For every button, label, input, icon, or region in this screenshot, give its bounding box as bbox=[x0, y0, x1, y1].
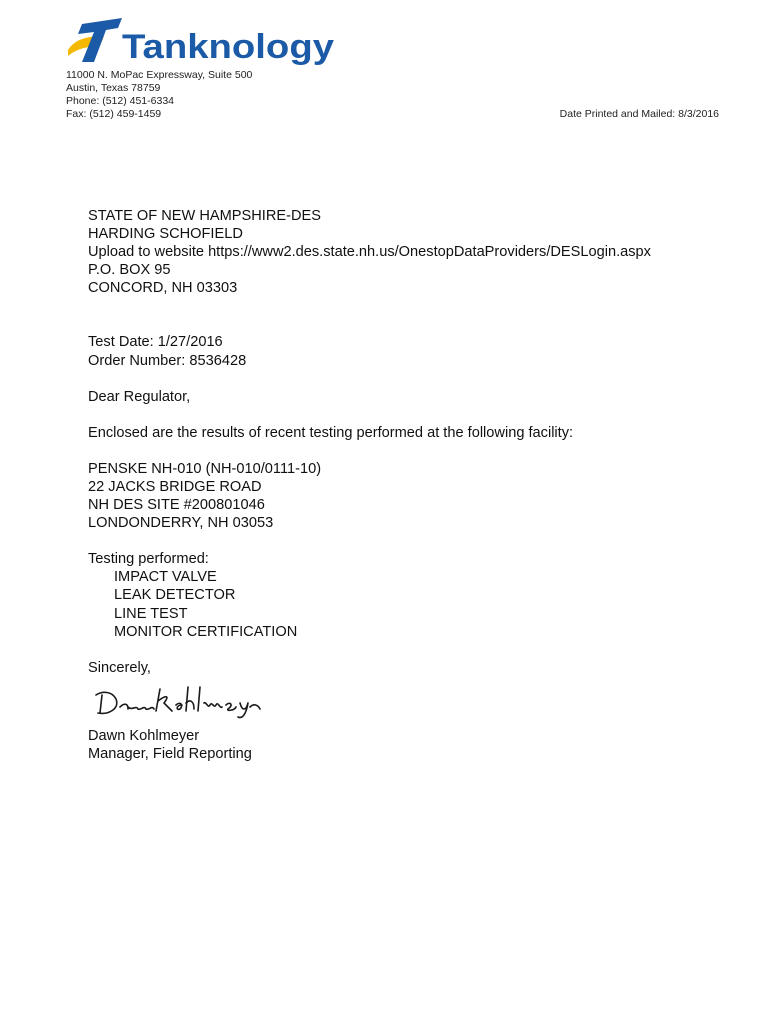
recipient-line: HARDING SCHOFIELD bbox=[88, 226, 243, 243]
salutation: Dear Regulator, bbox=[88, 388, 191, 405]
letter-body bbox=[88, 207, 651, 763]
address-line-phone: Phone: (512) 451-6334 bbox=[66, 95, 174, 107]
recipient-block bbox=[88, 207, 651, 297]
address-line-fax: Fax: (512) 459-1459 bbox=[66, 108, 162, 120]
intro-text: Enclosed are the results of recent testing performed at the following facility: bbox=[88, 424, 574, 441]
signer-name: Dawn Kohlmeyer bbox=[88, 727, 200, 744]
tanknology-logo bbox=[64, 16, 339, 70]
test-date: Test Date: 1/27/2016 bbox=[88, 334, 223, 351]
closing: Sincerely, bbox=[88, 659, 151, 676]
facility-block bbox=[88, 460, 651, 532]
test-item: LEAK DETECTOR bbox=[114, 587, 236, 604]
order-number: Order Number: 8536428 bbox=[88, 352, 247, 369]
logo-wordmark: Tanknology bbox=[122, 28, 335, 66]
facility-line: LONDONDERRY, NH 03053 bbox=[88, 515, 274, 532]
facility-line: 22 JACKS BRIDGE ROAD bbox=[88, 478, 262, 495]
signer-title: Manager, Field Reporting bbox=[88, 745, 252, 762]
recipient-line: STATE OF NEW HAMPSHIRE-DES bbox=[88, 208, 321, 224]
address-line-city: Austin, Texas 78759 bbox=[66, 82, 161, 94]
tests-list bbox=[88, 568, 651, 640]
test-item: IMPACT VALVE bbox=[114, 569, 217, 586]
recipient-line: CONCORD, NH 03303 bbox=[88, 280, 238, 297]
company-address bbox=[66, 69, 252, 121]
recipient-line: P.O. BOX 95 bbox=[88, 262, 171, 279]
facility-line: NH DES SITE #200801046 bbox=[88, 497, 265, 514]
testing-label: Testing performed: bbox=[88, 551, 209, 568]
test-item: LINE TEST bbox=[114, 605, 188, 622]
date-printed: Date Printed and Mailed: 8/3/2016 bbox=[559, 108, 719, 120]
facility-line: PENSKE NH-010 (NH-010/0111-10) bbox=[88, 460, 322, 477]
test-item: MONITOR CERTIFICATION bbox=[114, 623, 298, 640]
recipient-upload-line: Upload to website https://www2.des.state.nh.us/OnestopDataProviders/DESLogin.aspx bbox=[88, 244, 651, 261]
signature-stroke bbox=[96, 687, 260, 717]
address-line-street: 11000 N. MoPac Expressway, Suite 500 bbox=[66, 69, 253, 81]
signature bbox=[90, 681, 265, 721]
